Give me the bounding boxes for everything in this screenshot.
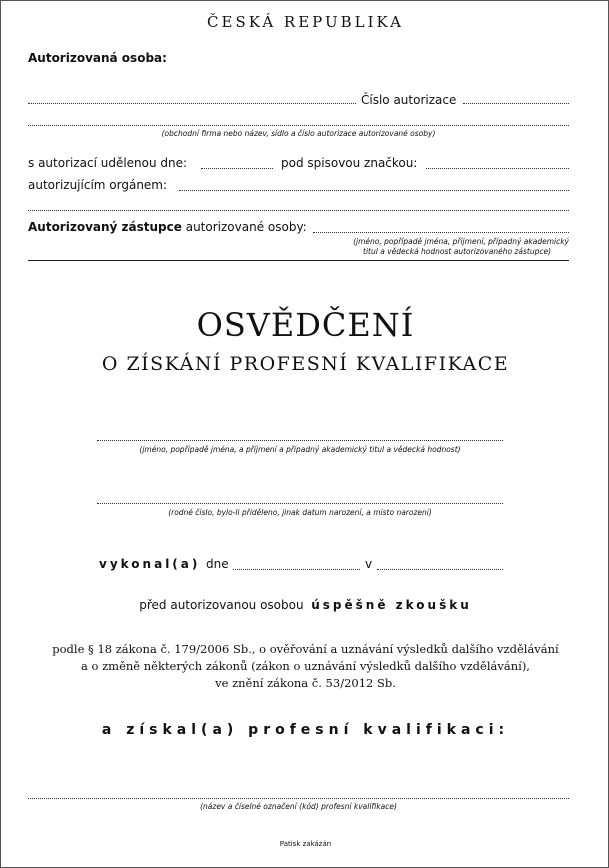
country-header: ČESKÁ REPUBLIKA: [207, 13, 404, 31]
authority-field[interactable]: [179, 190, 569, 191]
file-number-label: pod spisovou značkou:: [281, 156, 418, 170]
exam-label: úspěšně zkoušku: [311, 598, 472, 612]
representative-note-line2: titul a vědecká hodnost autorizovaného zástupce): [363, 247, 551, 256]
acquired-label: a získal(a) profesní kvalifikaci:: [101, 722, 510, 738]
holder-name-note: (jméno, popřípadě jména, a příjmení a případný akademický titul a vědecká hodnost): [139, 445, 461, 454]
holder-name-field[interactable]: [97, 440, 503, 441]
representative-label: [28, 220, 307, 234]
authorized-person-name-field[interactable]: [28, 103, 356, 104]
reprint-notice: Patisk zakázán: [279, 840, 332, 848]
before-line: [1, 598, 609, 612]
qualification-field[interactable]: [28, 798, 569, 799]
representative-label-bold: Autorizovaný zástupce: [28, 220, 182, 234]
law-line-3: ve znění zákona č. 53/2012 Sb.: [215, 676, 396, 690]
law-text: [1, 641, 609, 692]
date-label: dne: [206, 557, 229, 571]
place-label: v: [365, 557, 373, 571]
holder-birth-field[interactable]: [97, 503, 503, 504]
representative-note-line1: (jméno, popřípadě jména, příjmení, případný akademický: [353, 237, 569, 246]
section-divider: [28, 260, 569, 261]
authorized-person-note: (obchodní firma nebo název, sídlo a číslo autorizace autorizované osoby): [161, 129, 436, 138]
authorized-person-label: Autorizovaná osoba:: [28, 51, 167, 65]
authority-extra-field[interactable]: [28, 210, 569, 211]
representative-label-rest: autorizované osoby:: [185, 220, 307, 234]
law-line-1: podle § 18 zákona č. 179/2006 Sb., o ověřování a uznávání výsledků dalšího vzdělávání: [52, 642, 559, 656]
authorization-number-label: Číslo autorizace: [361, 93, 457, 107]
certificate-subtitle: O ZÍSKÁNÍ PROFESNÍ KVALIFIKACE: [101, 353, 510, 375]
authorization-number-field[interactable]: [463, 103, 569, 104]
before-label: před autorizovanou osobou: [139, 598, 304, 612]
representative-field[interactable]: [313, 232, 569, 233]
completed-label: vykonal(a): [99, 557, 201, 571]
authorized-person-address-field[interactable]: [28, 125, 569, 126]
holder-birth-note: (rodné číslo, bylo-li přiděleno, jinak datum narození, a místo narození): [168, 508, 432, 517]
authority-label: autorizujícím orgánem:: [28, 178, 168, 192]
file-number-field[interactable]: [426, 168, 569, 169]
granted-on-field[interactable]: [201, 168, 273, 169]
exam-place-field[interactable]: [377, 569, 503, 570]
certificate-title: OSVĚDČENÍ: [196, 306, 415, 344]
granted-on-label: s autorizací udělenou dne:: [28, 156, 188, 170]
law-line-2: a o změně některých zákonů (zákon o uznávání výsledků dalšího vzdělávání),: [81, 659, 530, 673]
qualification-note: (název a číselné označení (kód) profesní kvalifikace): [200, 802, 397, 811]
exam-date-field[interactable]: [233, 569, 360, 570]
